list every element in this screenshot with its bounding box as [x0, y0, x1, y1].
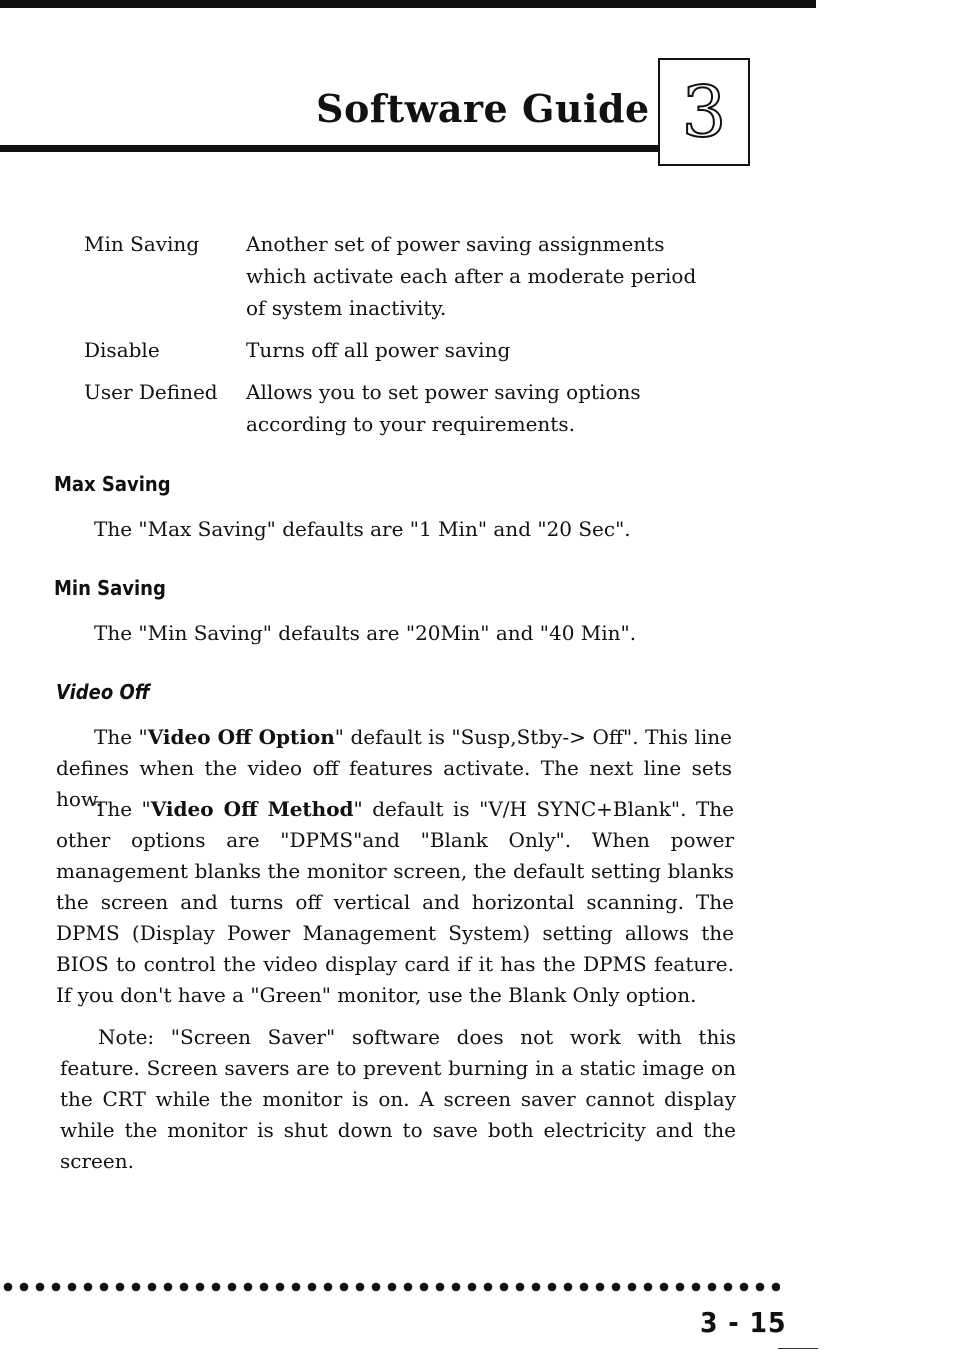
text-run: The ": [94, 725, 148, 749]
page-number: 3 - 15: [700, 1306, 787, 1339]
page-title: Software Guide: [316, 86, 650, 131]
definition-term: Min Saving: [84, 232, 200, 256]
definition-row-disable: [84, 334, 724, 366]
text-run: " default is "V/H SYNC+Blank". The other options are "DPMS"and "Blank Only". When power management blanks the monitor screen, the default setting blanks the screen and turns off vertical and horizontal scanning. The DPMS (Display Power Management System) setting allows the BIOS to control the video display card if it has the DPMS feature. If you don't have a "Green" monitor, use the Blank Only option.: [56, 797, 735, 1007]
max-saving-paragraph: The "Max Saving" defaults are "1 Min" and "20 Sec".: [94, 517, 631, 541]
definition-list: [84, 228, 724, 450]
min-saving-paragraph: The "Min Saving" defaults are "20Min" and "40 Min".: [94, 621, 637, 645]
max-saving-heading: Max Saving: [54, 472, 171, 496]
definition-row-user-defined: [84, 376, 724, 440]
min-saving-heading: Min Saving: [54, 576, 166, 600]
chapter-number: 3: [681, 71, 727, 153]
video-off-option-term: Video Off Option: [147, 725, 335, 749]
title-underline: [0, 145, 660, 152]
dotted-footer-rule: [0, 1280, 780, 1294]
definition-description: Turns off all power saving: [246, 338, 511, 362]
definition-description: Allows you to set power saving options according to your requirements.: [246, 380, 641, 436]
video-off-method-paragraph: [56, 794, 734, 1011]
video-off-heading: Video Off: [56, 680, 150, 704]
top-rule: [0, 0, 816, 8]
text-run: The ": [94, 797, 151, 821]
screen-saver-note: Note: "Screen Saver" software does not work with this feature. Screen savers are to prevent burning in a static image on the CRT while the monitor is on. A screen saver cannot display while the monitor is shut down to save both electricity and the screen.: [60, 1025, 736, 1173]
bottom-rule: [778, 1348, 818, 1349]
text-run: " default is "Susp,Stby-> Off". This line defines when the video off features activate. The next line sets how.: [56, 725, 732, 811]
chapter-badge: [658, 58, 750, 166]
definition-term: User Defined: [84, 380, 218, 404]
definition-description: Another set of power saving assignments which activate each after a moderate period of system inactivity.: [246, 232, 697, 320]
definition-row-min-saving: [84, 228, 724, 324]
video-off-method-term: Video Off Method: [150, 797, 354, 821]
definition-term: Disable: [84, 338, 160, 362]
